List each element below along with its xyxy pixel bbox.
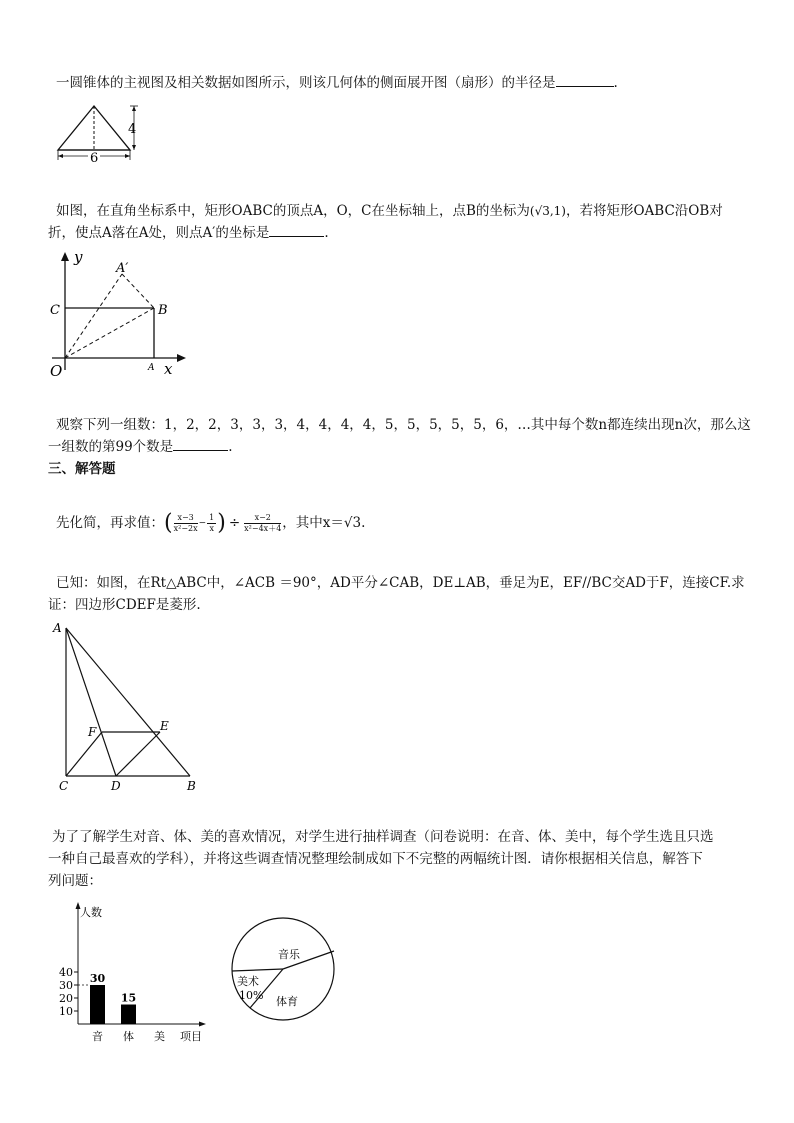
fraction-3	[244, 513, 281, 534]
point-a-label: A	[148, 363, 155, 373]
bar-chart-y-tick-label: 30	[59, 979, 73, 992]
point-a-prime-label: A′	[116, 261, 129, 276]
bar-category-label: 美	[154, 1030, 165, 1043]
q6-line2: 一种自己最喜欢的学科），并将这些调查情况整理绘制成如下不完整的两幅统计图．请你根据相关信息，解答下	[48, 851, 703, 867]
fraction-2-denominator: x	[209, 524, 214, 533]
point-b-coord: (√3,1)	[529, 204, 566, 218]
vertex-d-label: D	[111, 779, 121, 793]
bar-chart-y-label: 人数	[80, 906, 102, 919]
q2-text-b: ，若将矩形OABC沿OB对	[565, 203, 723, 219]
q1-end: .	[613, 75, 618, 91]
cone-height-label: 4	[128, 122, 137, 137]
q2-end: .	[324, 225, 329, 241]
pie-label-art: 美术	[237, 975, 259, 988]
pie-label-music: 音乐	[278, 948, 300, 961]
fraction-1-denominator: x²−2x	[173, 524, 198, 533]
q4-prefix: 先化简，再求值：	[56, 515, 164, 531]
q2-text-c: 折，使点A落在A处，则点A′的坐标是	[48, 225, 270, 241]
bar-chart	[56, 900, 216, 1046]
pie-divider-art-music	[232, 969, 283, 971]
fraction-1-numerator: x−3	[174, 513, 198, 524]
q4-suffix: ，其中x＝√3.	[282, 515, 366, 531]
fraction-2	[207, 513, 216, 534]
pie-annotation-art-percent: 10%	[239, 989, 264, 1002]
bar-chart-x-label: 项目	[180, 1030, 202, 1043]
y-axis-label: y	[74, 248, 83, 266]
bar-data-label: 30	[89, 972, 106, 985]
q6-line1: 为了了解学生对音、体、美的喜欢情况，对学生进行抽样调查（问卷说明：在音、体、美中，每个学生选且只选	[52, 829, 714, 845]
point-c-label: C	[50, 303, 60, 318]
vertex-e-label: E	[160, 719, 169, 733]
cone-base-label: 6	[90, 151, 99, 166]
q2-answer-blank[interactable]	[269, 222, 324, 237]
pie-label-sport: 体育	[276, 995, 298, 1008]
coordinate-rectangle-figure	[46, 248, 196, 378]
bar-chart-y-tick-label: 10	[59, 1005, 73, 1018]
vertex-f-label: F	[88, 725, 97, 739]
fraction-1	[174, 513, 198, 534]
fraction-3-denominator: x²−4x＋4	[244, 524, 282, 533]
fraction-3-numerator: x−2	[244, 513, 281, 524]
bar-2	[121, 1005, 136, 1025]
q2-text-a: 如图，在直角坐标系中，矩形OABC的顶点A，O，C在坐标轴上，点B的坐标为	[56, 203, 530, 219]
q5-line2: 证：四边形CDEF是菱形.	[48, 597, 201, 613]
vertex-c-label: C	[59, 779, 69, 793]
triangle-rhombus-figure	[50, 618, 210, 796]
divide-sign: ÷	[228, 515, 241, 531]
q6-line3: 列问题：	[48, 873, 102, 889]
minus-sign: −	[198, 518, 207, 529]
vertex-b-label: B	[187, 779, 196, 793]
cone-front-view-figure	[52, 100, 147, 166]
section-title: 三、解答题	[48, 461, 116, 477]
bar-data-label: 15	[120, 991, 137, 1005]
q1-text	[56, 72, 618, 94]
q2-line1	[56, 200, 723, 222]
q3-answer-blank[interactable]	[173, 436, 228, 451]
bar-chart-x-arrow	[199, 1022, 206, 1027]
bar-chart-y-tick-label: 40	[59, 966, 73, 979]
q4-expression	[56, 508, 365, 539]
fraction-2-numerator: 1	[209, 513, 215, 522]
bar-1	[90, 985, 105, 1024]
q2-line2	[48, 222, 329, 244]
pie-chart	[230, 916, 340, 1026]
bar-chart-y-tick-label: 20	[59, 992, 73, 1005]
q1-question: 一圆锥体的主视图及相关数据如图所示，则该几何体的侧面展开图（扇形）的半径是	[56, 75, 556, 91]
q3-line2	[48, 436, 232, 458]
q5-line1: 已知：如图，在Rt△ABC中，∠ACB ＝90°，AD平分∠CAB，DE⊥AB，垂足为E，EF//BC交AD于F，连接CF.求	[56, 575, 745, 591]
q1-answer-blank[interactable]	[556, 72, 614, 87]
q3-text: 一组数的第99个数是	[48, 439, 174, 455]
bar-category-label: 体	[123, 1030, 134, 1043]
point-b-label: B	[158, 303, 168, 318]
vertex-a-label: A	[53, 621, 62, 635]
right-paren: )	[217, 510, 226, 536]
left-paren: (	[164, 510, 173, 536]
bar-category-label: 音	[92, 1030, 103, 1043]
q3-end: .	[228, 439, 233, 455]
x-axis-label: x	[164, 360, 173, 378]
q3-line1: 观察下列一组数：1，2，2，3，3，3，4，4，4，4，5，5，5，5，5，6，…其中每个数n都连续出现n次，那么这	[56, 417, 751, 433]
point-o-label: O	[50, 362, 63, 380]
